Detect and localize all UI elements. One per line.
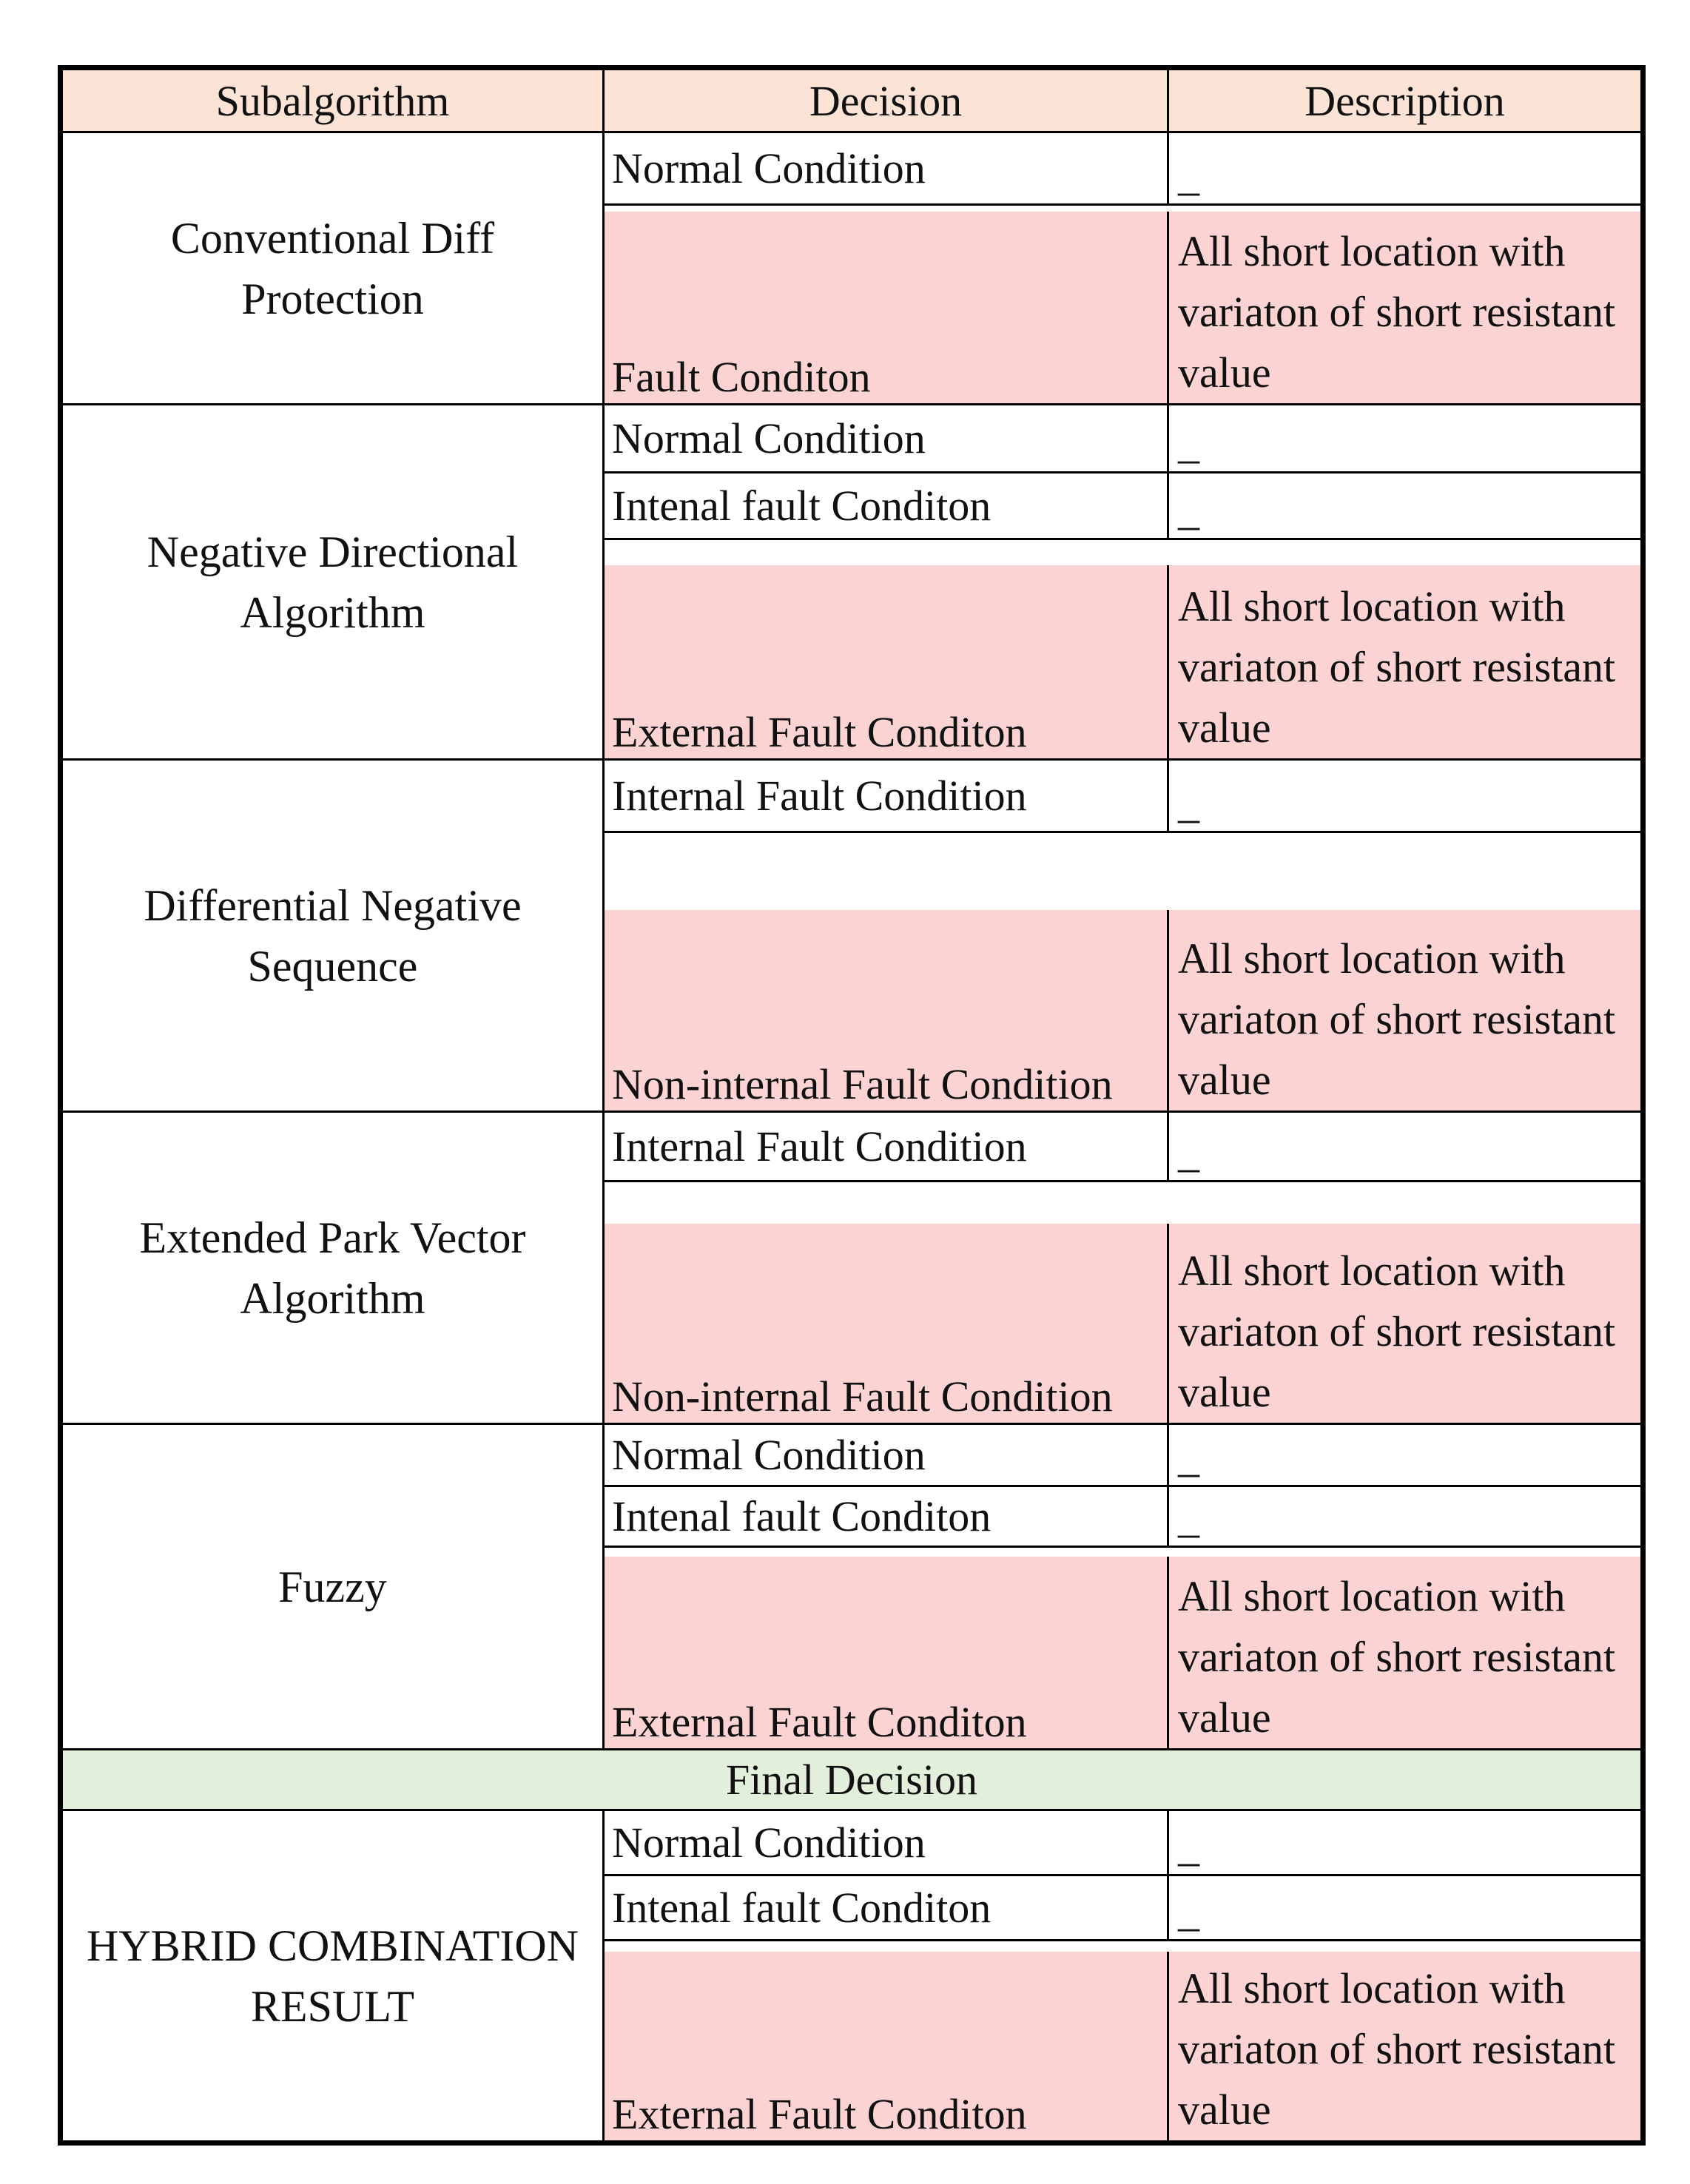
- table-row: [605, 471, 1640, 537]
- table-row: [605, 761, 1640, 831]
- table-row: [605, 1811, 1640, 1874]
- decision-cell: Normal Condition: [605, 405, 1169, 471]
- description-cell: _: [1178, 419, 1199, 468]
- decision-cell: Internal Fault Condition: [605, 761, 1169, 831]
- table-row: [605, 1113, 1640, 1180]
- decision-cell: Normal Condition: [605, 133, 1169, 203]
- decision-cell: Normal Condition: [605, 1811, 1169, 1874]
- description-cell: All short location with variaton of short resistant value: [1169, 910, 1640, 1110]
- description-cell: _: [1178, 1493, 1199, 1542]
- group-negative-directional: [63, 403, 1640, 758]
- description-cell: All short location with variaton of short resistant value: [1169, 565, 1640, 758]
- description-cell: All short location with variaton of short resistant value: [1169, 1224, 1640, 1423]
- table-row: [605, 1425, 1640, 1485]
- decision-cell: Non-internal Fault Condition: [605, 1224, 1169, 1423]
- table-row: [605, 1485, 1640, 1545]
- table-row: [605, 538, 1640, 758]
- group-hybrid-combination: [63, 1809, 1640, 2140]
- group-conventional-diff: [63, 131, 1640, 403]
- description-cell: All short location with variaton of short resistant value: [1169, 1557, 1640, 1748]
- decision-cell: External Fault Conditon: [605, 1952, 1169, 2140]
- subalgorithm-name: Conventional Diff Protection: [63, 133, 605, 403]
- group-extended-park-vector: [63, 1110, 1640, 1423]
- table-row: [605, 1546, 1640, 1748]
- decision-table: [58, 65, 1646, 2146]
- description-cell: _: [1178, 1128, 1199, 1177]
- description-cell: _: [1178, 485, 1199, 534]
- description-cell: _: [1178, 1887, 1199, 1935]
- decision-cell: External Fault Conditon: [605, 1557, 1169, 1748]
- table-row: [605, 1874, 1640, 1938]
- description-cell: All short location with variaton of short resistant value: [1169, 1952, 1640, 2140]
- header-decision: Decision: [605, 70, 1169, 131]
- header-description: Description: [1304, 76, 1505, 125]
- subalgorithm-name: Fuzzy: [63, 1425, 605, 1748]
- subalgorithm-name: Negative Directional Algorithm: [63, 405, 605, 758]
- description-cell: All short location with variaton of short resistant value: [1169, 212, 1640, 403]
- decision-cell: Intenal fault Conditon: [605, 473, 1169, 537]
- subalgorithm-name: Extended Park Vector Algorithm: [63, 1113, 605, 1423]
- decision-cell: External Fault Conditon: [605, 565, 1169, 758]
- table-row: [605, 405, 1640, 471]
- final-decision-row: Final Decision: [63, 1748, 1640, 1809]
- decision-cell: Intenal fault Conditon: [605, 1487, 1169, 1545]
- decision-cell: Normal Condition: [605, 1425, 1169, 1485]
- decision-cell: Internal Fault Condition: [605, 1113, 1169, 1180]
- group-fuzzy: [63, 1423, 1640, 1748]
- table-row: [605, 1180, 1640, 1423]
- description-cell: _: [1178, 779, 1199, 828]
- table-header: [63, 70, 1640, 131]
- decision-cell: Intenal fault Conditon: [605, 1876, 1169, 1938]
- description-cell: _: [1178, 152, 1199, 200]
- table-row: [605, 831, 1640, 1110]
- decision-cell: Fault Conditon: [605, 212, 1169, 403]
- header-subalgorithm: Subalgorithm: [63, 70, 605, 131]
- subalgorithm-name: HYBRID COMBINATION RESULT: [63, 1811, 605, 2140]
- subalgorithm-name: Differential Negative Sequence: [63, 761, 605, 1110]
- group-differential-negative-sequence: [63, 758, 1640, 1110]
- table-row: [605, 1939, 1640, 2140]
- table-row: [605, 133, 1640, 203]
- description-cell: _: [1178, 1822, 1199, 1871]
- table-row: [605, 203, 1640, 403]
- decision-cell: Non-internal Fault Condition: [605, 910, 1169, 1110]
- description-cell: _: [1178, 1433, 1199, 1482]
